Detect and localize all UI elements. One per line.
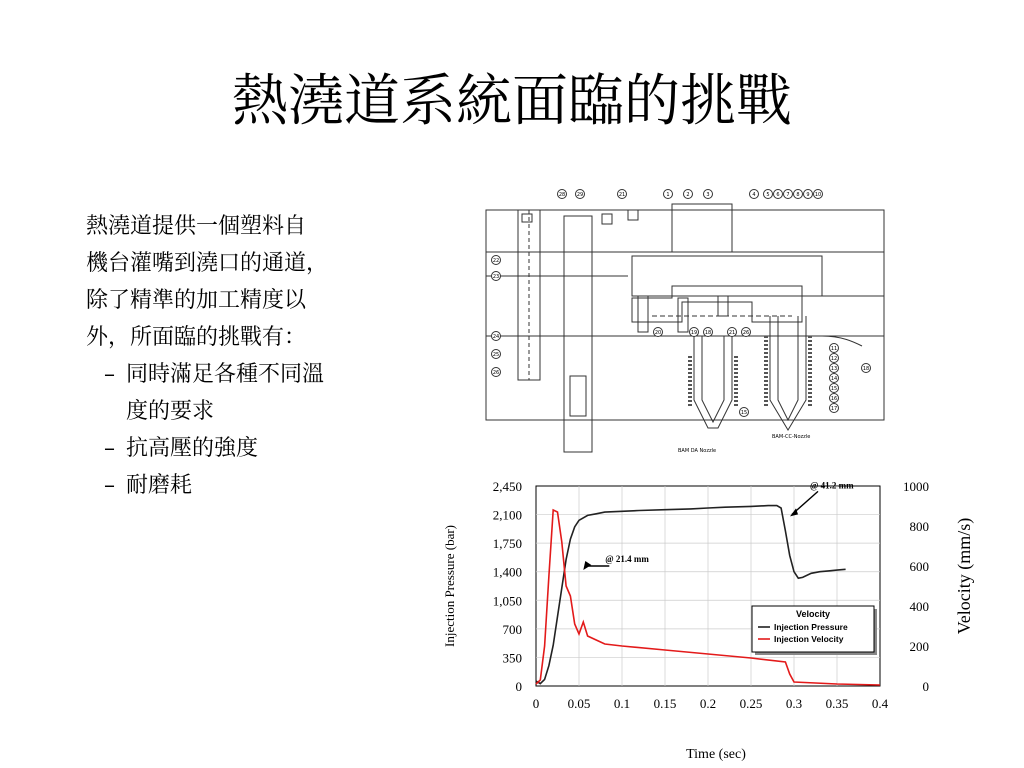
svg-text:14: 14 xyxy=(830,376,838,382)
balloon-left xyxy=(492,350,501,359)
svg-text:19: 19 xyxy=(690,330,698,336)
svg-text:17: 17 xyxy=(830,406,838,412)
drawing-caption-left: BAM DA Nozzle xyxy=(678,448,717,454)
balloon-right xyxy=(830,344,839,353)
body-line: 除了精準的加工精度以 xyxy=(86,288,307,313)
x-tick-label: 0.2 xyxy=(699,696,717,711)
balloon-mid xyxy=(690,328,699,337)
balloon-right xyxy=(830,354,839,363)
y2-tick-label: 400 xyxy=(909,599,929,614)
hot-runner-drawing xyxy=(482,186,888,458)
balloon-left xyxy=(492,272,501,281)
balloon-bottom xyxy=(740,408,749,417)
y2-tick-label: 0 xyxy=(922,679,929,694)
svg-text:5: 5 xyxy=(766,192,770,198)
svg-text:9: 9 xyxy=(806,192,810,198)
bullet-dash: – xyxy=(104,362,115,387)
bullet-line: 同時滿足各種不同溫 xyxy=(126,362,325,387)
svg-text:25: 25 xyxy=(492,352,500,358)
svg-text:7: 7 xyxy=(786,192,790,198)
balloon-right xyxy=(830,394,839,403)
svg-text:28: 28 xyxy=(558,192,566,198)
svg-text:21: 21 xyxy=(728,330,736,336)
x-tick-label: 0.1 xyxy=(613,696,631,711)
svg-text:26: 26 xyxy=(492,370,500,376)
annotation-arrowhead xyxy=(583,561,591,570)
svg-text:2: 2 xyxy=(686,192,690,198)
legend-entry: Injection Pressure xyxy=(774,622,848,632)
bullet-line: 度的要求 xyxy=(126,399,215,424)
svg-text:3: 3 xyxy=(706,192,710,198)
y-tick-label: 1,050 xyxy=(492,593,522,609)
y-tick-label: 700 xyxy=(502,621,522,637)
svg-text:29: 29 xyxy=(576,192,584,198)
y2-axis-label: Velocity (mm/s) xyxy=(954,517,974,635)
balloon-top xyxy=(750,190,759,199)
bullet-item xyxy=(104,467,404,504)
body-line: 熱澆道提供一個塑料自 xyxy=(86,214,307,239)
svg-text:1: 1 xyxy=(666,192,670,198)
balloon-right xyxy=(862,364,871,373)
balloon-top xyxy=(764,190,773,199)
y-tick-label: 0 xyxy=(515,679,522,694)
body-paragraph xyxy=(86,208,398,356)
body-line: 機台灌嘴到澆口的通道， xyxy=(86,251,329,276)
svg-text:13: 13 xyxy=(830,366,838,372)
x-axis-label: Time (sec) xyxy=(686,747,746,762)
y-tick-label: 1,400 xyxy=(492,564,522,580)
bullet-dash: – xyxy=(104,436,115,461)
x-tick-label: 0.25 xyxy=(739,696,763,711)
svg-text:15: 15 xyxy=(830,386,838,392)
legend-entry: Injection Velocity xyxy=(774,634,844,644)
bullet-dash: – xyxy=(104,473,115,498)
y-tick-label: 2,100 xyxy=(492,507,522,523)
y-axis-label: Injection Pressure (bar) xyxy=(442,524,457,648)
bullet-item xyxy=(104,430,404,467)
chart-legend xyxy=(752,606,877,655)
svg-text:26: 26 xyxy=(742,330,750,336)
chart-annotations xyxy=(583,480,854,570)
svg-text:21: 21 xyxy=(618,192,626,198)
balloon-left xyxy=(492,256,501,265)
svg-text:23: 23 xyxy=(492,274,500,280)
balloon-top xyxy=(664,190,673,199)
bullet-line: 耐磨耗 xyxy=(126,473,193,498)
x-tick-label: 0.05 xyxy=(567,696,591,711)
annotation-label: @ 21.4 mm xyxy=(605,554,649,564)
y-tick-label: 1,750 xyxy=(492,536,522,552)
balloon-left xyxy=(492,368,501,377)
balloon-right xyxy=(830,374,839,383)
svg-text:11: 11 xyxy=(830,346,838,352)
y2-tick-label: 600 xyxy=(909,559,929,574)
balloon-top xyxy=(774,190,783,199)
balloon-mid xyxy=(704,328,713,337)
injection-chart xyxy=(440,474,1000,768)
svg-text:8: 8 xyxy=(796,192,800,198)
balloon-mid xyxy=(742,328,751,337)
svg-text:10: 10 xyxy=(814,192,822,198)
balloon-top xyxy=(784,190,793,199)
balloon-right xyxy=(830,384,839,393)
svg-text:16: 16 xyxy=(830,396,838,402)
balloon-top xyxy=(618,190,627,199)
x-axis-ticks xyxy=(533,696,889,711)
svg-text:12: 12 xyxy=(830,356,838,362)
balloon-right xyxy=(830,364,839,373)
balloon-mid xyxy=(728,328,737,337)
x-tick-label: 0.3 xyxy=(785,696,803,711)
body-line: 外，所面臨的挑戰有： xyxy=(86,325,307,350)
balloon-right xyxy=(830,404,839,413)
balloon-top xyxy=(684,190,693,199)
svg-text:18: 18 xyxy=(704,330,712,336)
y-tick-label: 2,450 xyxy=(492,479,522,494)
svg-text:4: 4 xyxy=(752,192,756,198)
svg-text:20: 20 xyxy=(654,330,662,336)
x-tick-label: 0.35 xyxy=(825,696,849,711)
bullet-line: 抗高壓的強度 xyxy=(126,436,259,461)
slide-title: 熱澆道系統面臨的挑戰 xyxy=(232,69,792,134)
y2-tick-label: 1000 xyxy=(903,479,929,494)
balloon-mid xyxy=(654,328,663,337)
balloon-top xyxy=(558,190,567,199)
svg-text:15: 15 xyxy=(740,410,748,416)
x-tick-label: 0 xyxy=(532,696,540,711)
x-tick-label: 0.4 xyxy=(871,696,889,711)
drawing-caption-right: BAM-CC-Nozzle xyxy=(772,434,811,440)
y2-tick-label: 200 xyxy=(909,639,929,654)
svg-text:6: 6 xyxy=(776,192,780,198)
series-line-injection-pressure xyxy=(536,506,846,684)
bullet-item xyxy=(104,356,404,430)
y2-axis-ticks xyxy=(903,479,929,694)
y-tick-label: 350 xyxy=(502,650,522,666)
legend-title: Velocity xyxy=(795,609,831,619)
y2-tick-label: 800 xyxy=(909,519,929,534)
balloon-top xyxy=(804,190,813,199)
svg-text:18: 18 xyxy=(862,366,870,372)
x-tick-label: 0.15 xyxy=(653,696,677,711)
annotation-label: @ 41.2 mm xyxy=(810,480,854,491)
svg-text:22: 22 xyxy=(492,258,500,264)
y-axis-ticks xyxy=(493,479,522,694)
balloon-top xyxy=(704,190,713,199)
svg-text:24: 24 xyxy=(492,334,500,340)
balloon-top xyxy=(814,190,823,199)
balloon-top xyxy=(576,190,585,199)
balloon-left xyxy=(492,332,501,341)
balloon-top xyxy=(794,190,803,199)
